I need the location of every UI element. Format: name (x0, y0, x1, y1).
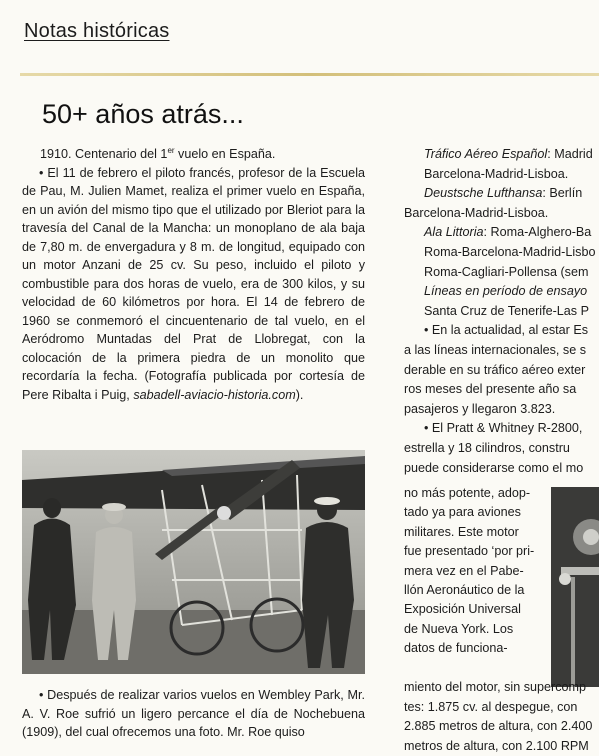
paragraph-centenary: 1910. Centenario del 1er vuelo en España. (40, 145, 276, 161)
text-line: Barcelona-Madrid-Lisboa. (424, 166, 569, 181)
engine-photo (551, 487, 599, 687)
route-trafico-aereo: Tráfico Aéreo Español: Madrid (424, 147, 593, 161)
paragraph-roe-accident: • Después de realizar varios vuelos en Wembley Park, Mr. A. V. Roe sufrió un ligero percance el día de Nochebuena (1909), del cual ofrecemos una foto. Mr. Roe quiso (22, 688, 365, 739)
historical-photo-bleriot-monoplane (22, 450, 365, 674)
text-line: no más potente, adop- (404, 486, 531, 500)
text-line: Santa Cruz de Tenerife-Las P (424, 303, 589, 318)
paragraph-first-flight: • El 11 de febrero el piloto francés, profesor de la Escuela de Pau, M. Julien Mamet, realiza el primer vuelo en España, en un avión del mismo tipo que el utilizado por Bleriot para la travesía del Canal de la Mancha: un monoplano de ala baja de 7,80 m. de envergadura y 8 m. de longitud, equipado con un motor Anzani de 25 cv. Su peso, incluido el piloto y combustible para dos horas de vuelo, era de 300 kilos, y su velocidad de 60 kilómetros por hora. El 14 de febrero de 1960 se conmemoró el cincuentenario de tal vuelo, en el Aeródromo Muntadas del Prat de Llobregat, con la colocación de la primera piedra de un monolito que recordaría la fecha. (Fotografía publicada por cortesía de Pere Ribalta i Puig, sabadell-aviacio-historia.com). (22, 165, 365, 402)
text-line: metros de altura, con 2.100 RPM (404, 738, 589, 753)
text-line: de Nueva York. Los (404, 621, 514, 636)
article-headline: 50+ años atrás... (42, 99, 244, 129)
left-column (22, 145, 365, 404)
text-line: tes: 1.875 cv. al despegue, con (404, 699, 578, 714)
text-line: tado ya para aviones (404, 505, 521, 520)
text-line: miento del motor, sin supercomp (404, 680, 586, 694)
right-column-bottom (404, 678, 599, 756)
text-line: militares. Este motor (404, 524, 519, 539)
text-line: puede considerarse como el mo (404, 460, 584, 475)
text-line: a las líneas internacionales, se s (404, 342, 587, 357)
text-line: • El Pratt & Whitney R-2800, (424, 421, 583, 436)
text-line: Roma-Barcelona-Madrid-Lisbo (424, 244, 596, 259)
text-line: Líneas en período de ensayo (424, 284, 588, 299)
text-line: • En la actualidad, al estar Es (424, 323, 589, 338)
text-line: Exposición Universal (404, 602, 521, 617)
text-line: 2.885 metros de altura, con 2.400 (404, 719, 593, 734)
section-title: Notas históricas (24, 20, 170, 42)
text-line: pasajeros y llegaron 3.823. (404, 401, 556, 416)
right-column-wrapped-text (404, 484, 544, 659)
text-line: datos de funciona- (404, 641, 508, 656)
text-line: ros meses del presente año sa (404, 382, 577, 397)
text-line: derable en su tráfico aéreo exter (404, 362, 586, 377)
header-divider (20, 73, 599, 76)
text-line: llón Aeronáutico de la (404, 583, 525, 598)
left-column-continued (22, 686, 365, 742)
route-ala-littoria: Ala Littoria: Roma-Alghero-Ba (424, 225, 592, 240)
text-line: fue presentado ‘por pri- (404, 544, 535, 559)
text-line: estrella y 18 cilindros, constru (404, 440, 570, 455)
text-line: mera vez en el Pabe- (404, 563, 524, 578)
text-line: Roma-Cagliari-Pollensa (sem (424, 264, 589, 279)
route-lufthansa: Deustsche Lufthansa: Berlín (424, 186, 583, 201)
right-column (404, 145, 599, 478)
text-line: Barcelona-Madrid-Lisboa. (404, 205, 549, 220)
